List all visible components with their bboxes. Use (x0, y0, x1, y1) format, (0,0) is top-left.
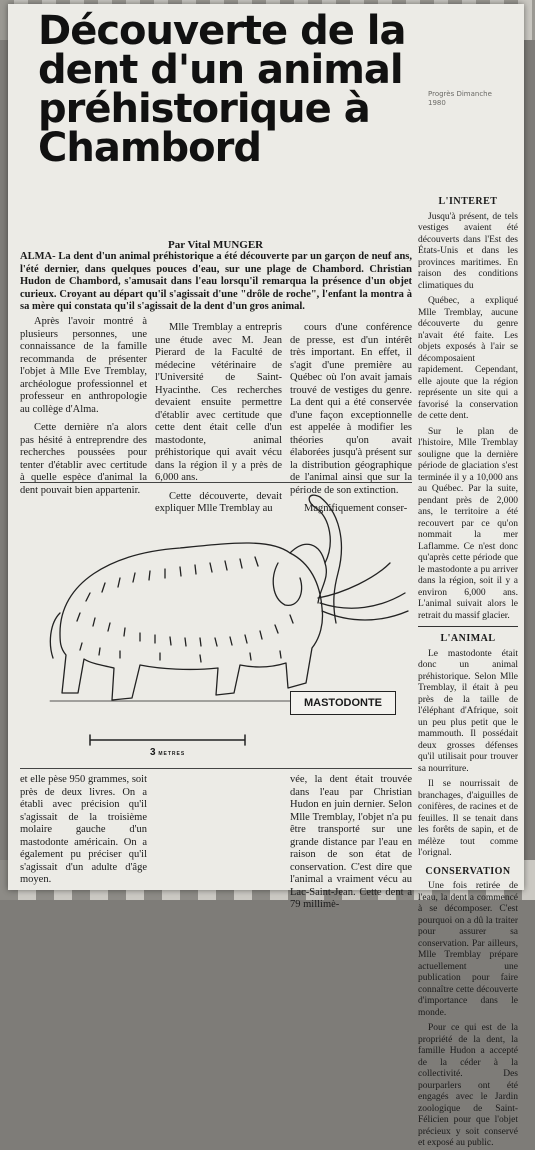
bottom-column-3 (290, 774, 412, 910)
section-heading-interet: L'INTERET (438, 196, 498, 207)
section-heading-conservation: CONSERVATION (425, 865, 511, 877)
bottom-column-2 (155, 774, 282, 890)
bottom-column-1 (20, 774, 147, 890)
paragraph: Pour ce qui est de la propriété de la dent, la famille Hudon a accepté de la céder à la collectivité. Des pourparlers ont été engagés avec le Jardin zoologique de Saint-Félicien pour que l'objet précieux y soit conservé et exposé au public. (418, 1023, 518, 1148)
article-column-1 (20, 316, 147, 496)
paragraph: Jusqu'à présent, de tels vestiges avaient été découverts dans l'Est des États-Unis et dans les provinces maritimes. En raison des conditions climatiques du (418, 211, 518, 291)
scale-label (150, 747, 185, 758)
paragraph: Après l'avoir montré à plusieurs personnes, une connaissance de la famille recommanda de présenter l'objet à Mlle Eve Tremblay, archéologue professionnel et professeur en anthropologie au collège d'Alma. (20, 316, 147, 415)
scale-unit: METRES (158, 751, 186, 757)
paragraph: Magnifiquement conser- (304, 503, 408, 514)
paragraph: Cette découverte, devait expliquer Mlle Tremblay au (155, 490, 282, 514)
newspaper-clipping (8, 4, 524, 1148)
paragraph: Cette dernière n'a alors pas hésité à entreprendre des recherches poussées pour tenter d'établir avec certitude à quelle espèce d'animal la dent pouvait bien appartenir. (20, 422, 147, 496)
divider (418, 626, 518, 627)
section-heading-animal: L'ANIMAL (440, 633, 496, 644)
paragraph: Sur le plan de l'histoire, Mlle Tremblay souligne que la dernière période de glaciation s'est terminée il y a 10,000 ans au Québec. Par la suite, pendant près de 2,000 ans, le territoire a été recouvert par ce qu'on nommait la mer Laflamme. Ce n'est donc qu'après cette période que le mastodonte a pu arriver dans la région, soit il y a environ 6,000 ans. L'animal suivait alors le retrait du massif glacier. (418, 426, 518, 621)
headline: Découverte de la dent d'un animal préhistorique à Chambord (38, 8, 406, 171)
paragraph: Une fois retirée de l'eau, la dent a commencé à se décomposer. C'est pourquoi on a dû la traiter pour assurer sa conservation. Par ailleurs, Mlle Tremblay prépare actuellement une publication pour faire connaître cette découverte d'importance dans le monde. (418, 881, 518, 1018)
paragraph: Le mastodonte était donc un animal préhistorique. Selon Mlle Tremblay, il était à peu près de la taille de l'éléphant d'Afrique, soit un peu plus petit que le mammouth. Il possédait deux grosses défenses qu'il utilisait pour trouver sa nourriture. (418, 648, 518, 774)
paragraph: vée, la dent était trouvée dans l'eau par Christian Hudon en juin dernier. Selon Mlle Tremblay, l'objet n'a pu être transporté sur une grande distance par l'eau en raison de son état de conservation. C'est dire que l'animal a vraiment vécu au Lac-Saint-Jean. Cette dent a 79 millimè- (290, 774, 412, 910)
paragraph: cours d'une conférence de presse, est d'un intérêt très important. En effet, il s'agit d'une première au Québec où l'on avait jamais trouvé de vestiges du genre. La dent qui a été conservée d'une façon exceptionnelle est appelée à modifier les théories qu'on avait élaborées jusqu'à présent sur la distribution géographique de l'animal ainsi que sur la période de son extinction. (290, 322, 412, 496)
article-column-2 (155, 322, 282, 514)
paragraph: Québec, a expliqué Mlle Tremblay, aucune découverte du genre n'avait été faite. Les objets exposés à l'air se décomposaient rapidement. Cependant, elle ajoute que la région représente un site qui a favorisé la conservation de cette dent. (418, 296, 518, 421)
illustration-caption: MASTODONTE (290, 691, 396, 715)
sidebar-column (418, 190, 518, 1148)
lead-paragraph: ALMA- La dent d'un animal préhistorique a été découverte par un garçon de neuf ans, l'été dernier, dans quelques pouces d'eau, sur une plage de Chambord. Christian Hudon de Chambord, s'amusait dans l'eau lorsqu'il remarqua la présence d'un objet curieux. Croyant au départ qu'il s'agissait d'une "drôle de roche", l'enfant la montra à sa mère qui constata qu'il s'agissait de la dent d'un gros animal. (20, 251, 412, 312)
paragraph: et elle pèse 950 grammes, soit près de deux livres. On a établi avec précision qu'il s'agissait de la troisième molaire gauche d'un mastodonte américain. On a également pu préciser qu'il s'agissait d'un adulte d'âge moyen. (20, 774, 147, 885)
mastodon-illustration (20, 482, 412, 769)
paragraph: Il se nourrissait de branchages, d'aiguilles de conifères, de racines et de feuilles. Il se tenait dans les forêts de sapin, et de mélèze tout comme l'orignal. (418, 779, 518, 858)
handwritten-note: Progrès Dimanche 1980 (428, 90, 492, 107)
byline: Par Vital MUNGER (168, 239, 264, 251)
mastodon-drawing (20, 483, 412, 768)
paragraph: Mlle Tremblay a entrepris une étude avec M. Jean Pierard de la Faculté de médecine vétérinaire de l'Université de Saint-Hyacinthe. Ces recherches devaient ensuite permettre d'établir avec certitude que cette dent était celle d'un mastodonte, animal préhistorique qui avait vécu dans la région il y a près de 6,000 ans. (155, 322, 282, 483)
article-column-3 (290, 322, 412, 514)
scale-number: 3 (150, 747, 156, 758)
